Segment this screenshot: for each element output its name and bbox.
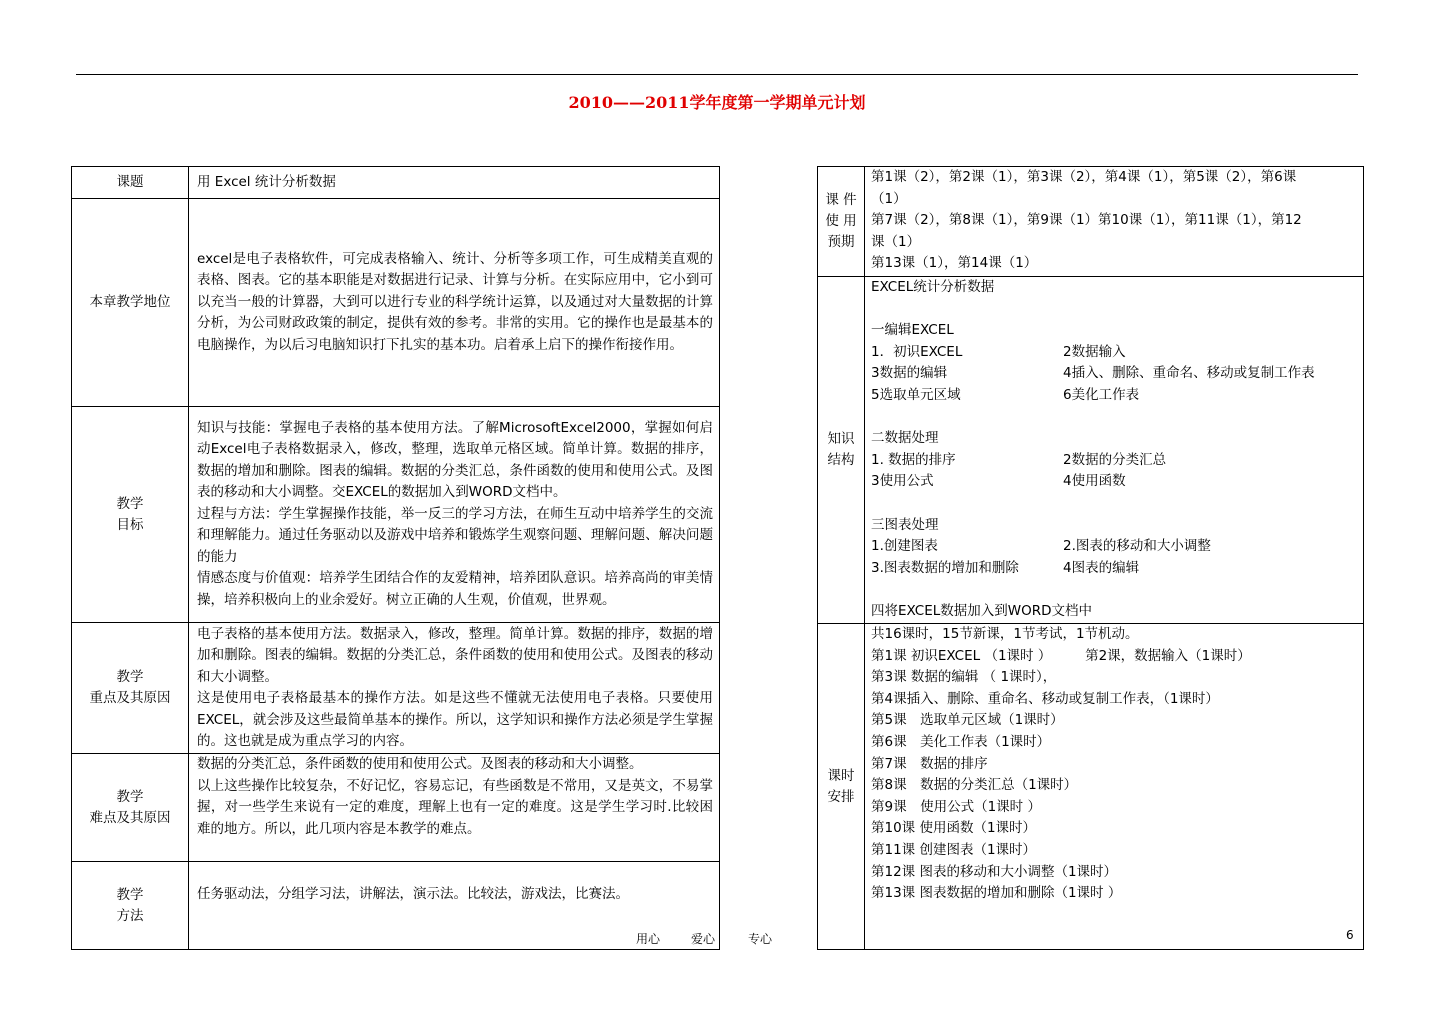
schedule-line: 共16课时，15节新课，1节考试，1节机动。: [871, 626, 1139, 642]
knowledge-item-row: [871, 471, 1357, 493]
schedule-line: 第11课 创建图表（1课时）: [871, 841, 1037, 858]
schedule-line: 第8课 数据的分类汇总（1课时）: [871, 777, 1078, 794]
forecast-row: [818, 167, 1364, 277]
knowledge-item: 2数据的分类汇总: [1063, 451, 1167, 468]
schedule-line: 第5课 选取单元区域（1课时）: [871, 712, 1064, 729]
key-label: [72, 623, 189, 754]
blank-line: [871, 579, 1357, 601]
difficult-label-line2: 难点及其原因: [89, 809, 171, 826]
knowledge-item: 1.创建图表: [871, 538, 938, 555]
difficult-points-text: 数据的分类汇总，条件函数的使用和使用公式。及图表的移动和大小调整。: [197, 756, 643, 772]
knowledge-item: 5选取单元区域: [871, 386, 961, 403]
page-title: 2010——2011学年度第一学期单元计划: [568, 93, 866, 112]
schedule-label-line1: 课时: [827, 767, 855, 784]
method-label: [72, 862, 189, 950]
knowledge-item-row: [871, 450, 1357, 472]
schedule-line: 第6课 美化工作表（1课时）: [871, 733, 1051, 750]
knowledge-section-data: 二数据处理: [871, 430, 939, 447]
footer-motto-3: 专心: [748, 932, 773, 946]
difficult-content: [189, 754, 720, 862]
goals-row: [72, 407, 720, 623]
knowledge-section-chart: 三图表处理: [871, 516, 939, 533]
key-label-line2: 重点及其原因: [89, 690, 171, 706]
knowledge-label-line2: 结构: [827, 452, 855, 468]
knowledge-item: 6美化工作表: [1063, 386, 1140, 403]
knowledge-item-row: [871, 558, 1357, 580]
difficult-reason-text: 以上这些操作比较复杂，不好记忆，容易忘记，有些函数是不常用，又是英文，不易掌握，对一些学生来说有一定的难度，理解上也有一定的难度。这是学生学习时.比较困难的地方。所以，此几项内容是本教学的难点。: [197, 777, 713, 837]
goals-label-line2: 目标: [116, 516, 144, 533]
goals-knowledge-skills: 知识与技能：掌握电子表格的基本使用方法。了解MicrosoftExcel2000，掌握如何启动Excel电子表格数据录入，修改，整理，选取单元格区域。简单计算。数据的排序，数据的增加和删除。图表的编辑。数据的分类汇总，条件函数的使用和使用公式。及图表的移动和大小调整。交EXCEL的数据加入到WORD文档中。: [197, 419, 713, 501]
schedule-line: 第3课 数据的编辑 （ 1课时），: [871, 669, 1057, 686]
knowledge-item: 3.图表数据的增加和删除: [871, 559, 1019, 576]
knowledge-item-row: [871, 536, 1357, 558]
schedule-line: 第1课 初识EXCEL （1课时 ） 第2课，数据输入（1课时）: [871, 647, 1251, 664]
forecast-label-line3: 预期: [827, 234, 855, 250]
key-points-text: 电子表格的基本使用方法。数据录入，修改，整理。简单计算。数据的排序，数据的增加和删除。图表的编辑。数据的分类汇总，条件函数的使用和使用公式。及图表的移动和大小调整。: [197, 625, 713, 685]
forecast-line: 第7课（2），第8课（1），第9课（1）第10课（1），第11课（1），第12: [871, 212, 1302, 229]
page-number: 6: [1346, 928, 1354, 942]
key-label-line1: 教学: [116, 669, 144, 685]
schedule-content: [865, 624, 1364, 950]
position-row: [72, 199, 720, 407]
method-label-line1: 教学: [116, 886, 144, 903]
knowledge-content: [865, 277, 1364, 624]
schedule-label: [818, 624, 865, 950]
goals-label-line1: 教学: [116, 495, 144, 512]
left-plan-table: [71, 166, 720, 950]
schedule-line: 第9课 使用公式（1课时 ）: [871, 798, 1041, 815]
forecast-content: [865, 167, 1364, 277]
blank-line: [871, 407, 1357, 429]
forecast-line: 课（1）: [871, 233, 921, 250]
knowledge-item-row: [871, 363, 1357, 385]
forecast-label-line2: 使 用: [825, 213, 857, 229]
knowledge-item: 1. 数据的排序: [871, 451, 956, 468]
goals-attitude-values: 情感态度与价值观：培养学生团结合作的友爱精神，培养团队意识。培养高尚的审美情操，培养积极向上的业余爱好。树立正确的人生观，价值观，世界观。: [197, 570, 713, 608]
difficult-label-line1: 教学: [116, 788, 144, 805]
knowledge-item: 3数据的编辑: [871, 365, 948, 382]
right-plan-table: [817, 166, 1364, 950]
knowledge-section-edit: 一编辑EXCEL: [871, 322, 954, 339]
knowledge-item: 3使用公式: [871, 473, 934, 490]
schedule-label-line2: 安排: [827, 788, 855, 805]
difficult-points-row: [72, 754, 720, 862]
knowledge-item: 1．初识EXCEL: [871, 343, 963, 360]
knowledge-row: [818, 277, 1364, 624]
forecast-line: 第13课（1），第14课（1）: [871, 255, 1038, 272]
goals-process-method: 过程与方法：学生掌握操作技能，举一反三的学习方法，在师生互动中培养学生的交流和理解能力。通过任务驱动以及游戏中培养和锻炼学生观察问题、理解问题、解决问题的能力: [197, 505, 713, 565]
position-label: 本章教学地位: [72, 199, 189, 407]
method-text: 任务驱动法，分组学习法，讲解法，演示法。比较法，游戏法，比赛法。: [189, 862, 720, 950]
knowledge-heading: EXCEL统计分析数据: [871, 279, 995, 295]
footer-motto-2: 爱心: [691, 932, 716, 946]
footer-motto-1: 用心: [636, 932, 661, 946]
forecast-line: （1）: [871, 190, 907, 207]
knowledge-item-row: [871, 385, 1357, 407]
topic-row: [72, 167, 720, 199]
schedule-line: 第10课 使用函数（1课时）: [871, 820, 1037, 837]
knowledge-label-line1: 知识: [827, 431, 855, 447]
knowledge-section-word: 四将EXCEL数据加入到WORD文档中: [871, 602, 1093, 619]
knowledge-item: 4图表的编辑: [1063, 559, 1140, 576]
header-rule: [76, 74, 1358, 75]
blank-line: [871, 493, 1357, 515]
goals-label: [72, 407, 189, 623]
knowledge-label: [818, 277, 865, 624]
topic-value: 用 Excel 统计分析数据: [189, 167, 720, 199]
schedule-line: 第4课插入、删除、重命名、移动或复制工作表，（1课时）: [871, 690, 1219, 707]
goals-content: [189, 407, 720, 623]
schedule-line: 第7课 数据的排序: [871, 755, 988, 772]
method-label-line2: 方法: [116, 907, 144, 924]
blank-line: [871, 299, 1357, 321]
key-reason-text: 这是使用电子表格最基本的操作方法。如是这些不懂就无法使用电子表格。只要使用EXCEL，就会涉及这些最简单基本的操作。所以，这学知识和操作方法必须是学生掌握的。这也就是成为重点学习的内容。: [197, 690, 713, 749]
knowledge-item: 4使用函数: [1063, 473, 1126, 490]
knowledge-item: 2.图表的移动和大小调整: [1063, 538, 1211, 555]
position-text: excel是电子表格软件，可完成表格输入、统计、分析等多项工作，可生成精美直观的表格、图表。它的基本职能是对数据进行记录、计算与分析。在实际应用中，它小到可以充当一般的计算器，大到可以进行专业的科学统计运算，以及通过对大量数据的计算分析，为公司财政政策的制定，提供有效的参考。非常的实用。它的操作也是最基本的电脑操作，为以后习电脑知识打下扎实的基本功。启着承上启下的操作衔接作用。: [189, 199, 720, 407]
topic-label: 课题: [72, 167, 189, 199]
difficult-label: [72, 754, 189, 862]
schedule-line: 第13课 图表数据的增加和删除（1课时 ）: [871, 885, 1122, 902]
knowledge-item-row: [871, 342, 1357, 364]
knowledge-item: 2数据输入: [1063, 343, 1126, 360]
method-row: [72, 862, 720, 950]
key-content: [189, 623, 720, 754]
schedule-row: [818, 624, 1364, 950]
key-points-row: [72, 623, 720, 754]
knowledge-item: 4插入、删除、重命名、移动或复制工作表: [1063, 365, 1315, 382]
schedule-line: 第12课 图表的移动和大小调整（1课时）: [871, 863, 1118, 880]
forecast-label: [818, 167, 865, 277]
forecast-line: 第1课（2），第2课（1），第3课（2），第4课（1），第5课（2），第6课: [871, 169, 1297, 185]
forecast-label-line1: 课 件: [825, 192, 857, 208]
